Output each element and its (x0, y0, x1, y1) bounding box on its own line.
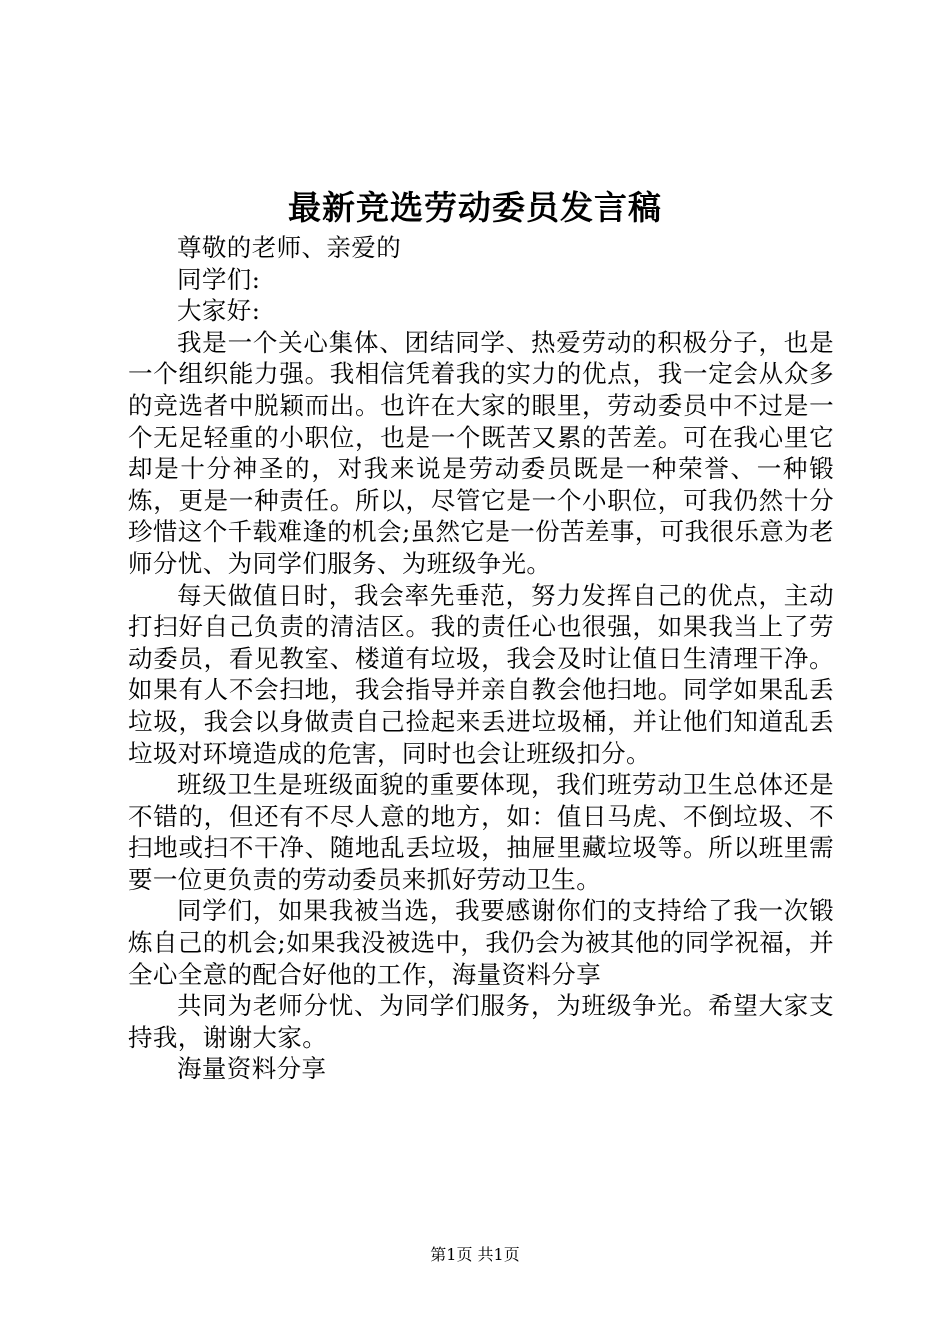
body-paragraph: 同学们，如果我被当选，我要感谢你们的支持给了我一次锻炼自己的机会;如果我没被选中，我仍会为被其他的同学祝福，并全心全意的配合好他的工作，海量资料分享 (128, 896, 834, 989)
document-title: 最新竞选劳动委员发言稿 (288, 188, 662, 227)
body-paragraph: 班级卫生是班级面貌的重要体现，我们班劳动卫生总体还是不错的，但还有不尽人意的地方，如：值日马虎、不倒垃圾、不扫地或扫不干净、随地乱丢垃圾，抽屉里藏垃圾等。所以班里需要一位更负责的劳动委员来抓好劳动卫生。 (128, 770, 834, 894)
salutation-line: 尊敬的老师、亲爱的 (177, 233, 402, 262)
closing-line: 海量资料分享 (177, 1054, 327, 1084)
greeting-line: 大家好: (177, 296, 261, 326)
body-paragraph: 共同为老师分忧、为同学们服务，为班级争光。希望大家支持我，谢谢大家。 (128, 991, 834, 1052)
body-paragraph: 每天做值日时，我会率先垂范，努力发挥自己的优点，主动打扫好自己负责的清洁区。我的责任心也很强，如果我当上了劳动委员，看见教室、楼道有垃圾，我会及时让值日生清理干净。如果有人不会扫地，我会指导并亲自教会他扫地。同学如果乱丢垃圾，我会以身做责自己捡起来丢进垃圾桶，并让他们知道乱丢垃圾对环境造成的危害，同时也会让班级扣分。 (128, 580, 834, 768)
document-body (128, 232, 834, 1085)
body-paragraph: 我是一个关心集体、团结同学、热爱劳动的积极分子，也是一个组织能力强。我相信凭着我的实力的优点，我一定会从众多的竞选者中脱颖而出。也许在大家的眼里，劳动委员中不过是一个无足轻重的小职位，也是一个既苦又累的苦差。可在我心里它却是十分神圣的，对我来说是劳动委员既是一种荣誉、一种锻炼，更是一种责任。所以，尽管它是一个小职位，可我仍然十分珍惜这个千载难逢的机会;虽然它是一份苦差事，可我很乐意为老师分忧、为同学们服务、为班级争光。 (128, 327, 834, 578)
salutation-line: 同学们: (177, 264, 261, 294)
page-footer: 第1页 共1页 (430, 1245, 520, 1264)
